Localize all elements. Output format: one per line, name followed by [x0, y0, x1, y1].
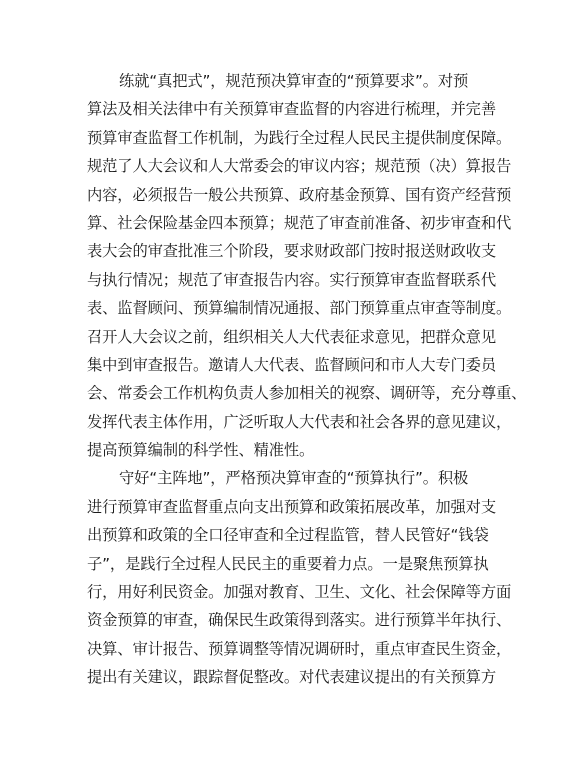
- text-line: 练就“真把式”，规范预决算审查的“预算要求”。对预: [119, 72, 469, 90]
- text-line: 提出有关建议，跟踪督促整改。对代表建议提出的有关预算方: [87, 668, 496, 687]
- text-line: 行，用好利民资金。加强对教育、卫生、文化、社会保障等方面: [87, 583, 512, 602]
- text-line: 规范了人大会议和人大常委会的审议内容；规范预（决）算报告: [87, 157, 512, 176]
- text-line: 会、常委会工作机构负责人参加相关的视察、调研等，充分尊重、: [87, 384, 527, 403]
- text-line: 表大会的审查批准三个阶段，要求财政部门按时报送财政收支: [87, 242, 496, 261]
- text-line: 集中到审查报告。邀请人大代表、监督顾问和市人大专门委员: [87, 355, 496, 374]
- text-line: 发挥代表主体作用，广泛听取人大代表和社会各界的意见建议，: [87, 412, 512, 431]
- text-line: 算法及相关法律中有关预算审查监督的内容进行梳理，并完善: [87, 100, 496, 119]
- text-line: 守好“主阵地”，严格预决算审查的“预算执行”。积极: [119, 469, 469, 488]
- text-line: 出预算和政策的全口径审查和全过程监管，替人民管好“钱袋: [87, 526, 489, 545]
- text-line: 提高预算编制的科学性、精准性。: [87, 441, 315, 460]
- text-line: 算、社会保险基金四本预算；规范了审查前准备、初步审查和代: [87, 213, 512, 232]
- paragraph-budget-execution: [87, 464, 512, 691]
- text-line: 表、监督顾问、预算编制情况通报、部门预算重点审查等制度。: [87, 299, 512, 318]
- document-body: [87, 67, 527, 692]
- text-line: 决算、审计报告、预算调整等情况调研时，重点审查民生资金，: [87, 639, 512, 658]
- paragraph-budget-requirements: [87, 67, 527, 464]
- text-line: 预算审查监督工作机制，为践行全过程人民民主提供制度保障。: [87, 128, 512, 147]
- text-line: 进行预算审查监督重点向支出预算和政策拓展改革，加强对支: [87, 497, 496, 516]
- text-line: 资金预算的审查，确保民生政策得到落实。进行预算半年执行、: [87, 611, 512, 630]
- text-line: 召开人大会议之前，组织相关人大代表征求意见，把群众意见: [87, 327, 496, 346]
- text-line: 子”，是践行全过程人民民主的重要着力点。一是聚焦预算执: [87, 554, 489, 573]
- text-line: 内容，必须报告一般公共预算、政府基金预算、国有资产经营预: [87, 185, 512, 204]
- text-line: 与执行情况；规范了审查报告内容。实行预算审查监督联系代: [87, 270, 496, 289]
